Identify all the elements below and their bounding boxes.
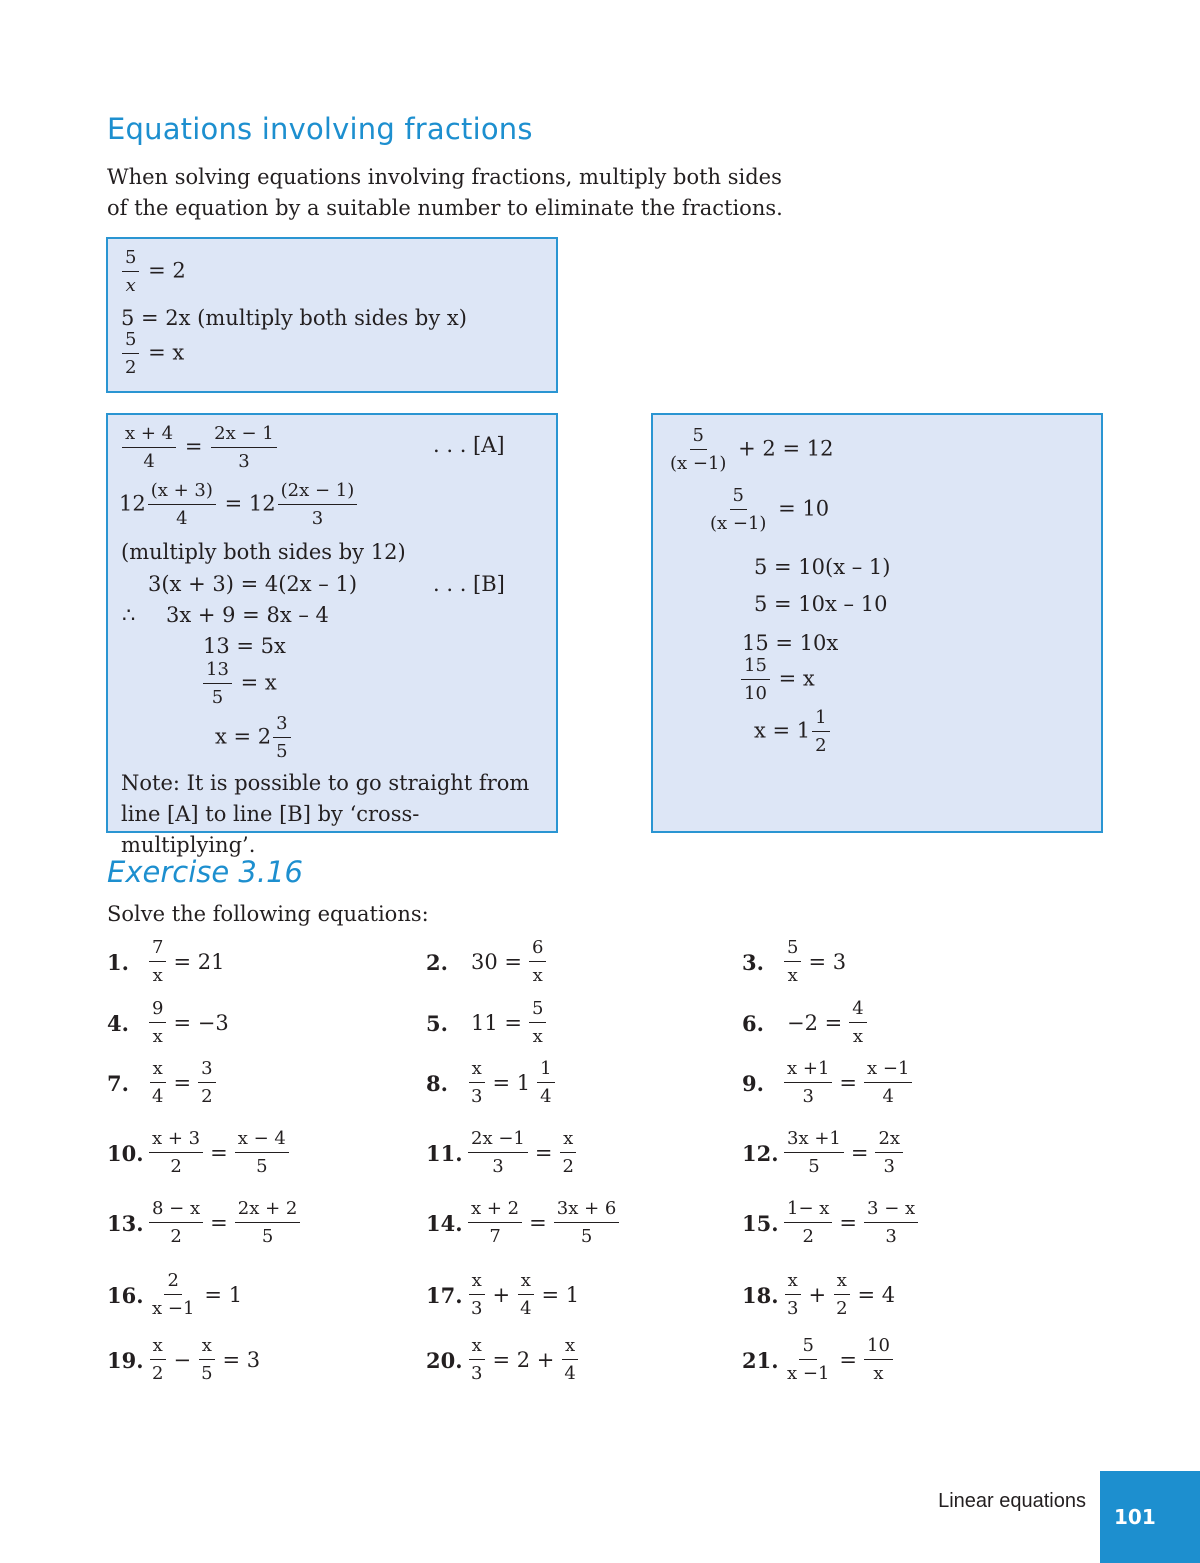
exercise-number: 16.	[107, 1282, 144, 1308]
equation-text: −	[173, 1348, 192, 1372]
exercise-number: 2.	[426, 949, 448, 975]
ex3-line-4: 5 = 10x – 10	[754, 592, 888, 616]
fraction: $\frac{5}{2}$	[122, 331, 139, 377]
exercise-number: 6.	[742, 1010, 764, 1036]
exercise-item	[742, 1121, 905, 1185]
fraction: $\frac{(2x - 1)}{3}$	[278, 482, 358, 528]
equation-text: +	[808, 1283, 827, 1307]
exercise-item	[107, 1121, 291, 1185]
fraction: $\frac{1}{2}$	[812, 709, 829, 755]
equation-text: =	[210, 1141, 228, 1165]
fraction: $\frac{x}{4}$	[149, 1060, 166, 1106]
fraction: $\frac{9}{x}$	[149, 1000, 166, 1046]
fraction: $\frac{3}{2}$	[198, 1060, 215, 1106]
exercise-item	[426, 1051, 557, 1115]
exercise-item	[107, 1051, 218, 1115]
ex3-line-7: x = 1 $\frac{1}{2}$	[754, 709, 832, 755]
fraction: $\frac{5}{(x -1)}$	[710, 485, 767, 534]
exercise-number: 5.	[426, 1010, 448, 1036]
equation-text: 11 =	[471, 1011, 522, 1035]
exercise-item	[742, 1263, 900, 1327]
ex2-line-1: $\frac{x + 4}{4}$ = $\frac{2x - 1}{3}$	[120, 425, 279, 471]
fraction: $\frac{4}{x}$	[849, 1000, 866, 1046]
exercise-title: Exercise 3.16	[107, 855, 303, 889]
equation-text: = 21	[173, 950, 225, 974]
fraction: $\frac{x}{2}$	[149, 1337, 166, 1383]
exercise-number: 17.	[426, 1282, 463, 1308]
equation-text: =	[534, 1141, 553, 1165]
fraction: $\frac{x - 4}{5}$	[235, 1130, 289, 1176]
equation-text: 30 =	[471, 950, 522, 974]
section-title: Equations involving fractions	[107, 112, 533, 146]
exercise-item	[742, 930, 851, 994]
exercise-item	[107, 1263, 247, 1327]
equation-text: = 3	[222, 1348, 261, 1372]
equation-text: = −3	[173, 1011, 229, 1035]
ex2-line-5: 3x + 9 = 8x – 4	[166, 603, 329, 627]
fraction: $\frac{x}{2}$	[559, 1130, 576, 1176]
fraction: $\frac{5}{x}$	[784, 939, 801, 985]
equation-text: =	[850, 1141, 869, 1165]
exercise-number: 21.	[742, 1347, 779, 1373]
fraction: $\frac{x}{5}$	[198, 1337, 215, 1383]
example-box-2	[106, 413, 558, 857]
fraction: $\frac{5}{x -1}$	[787, 1335, 830, 1384]
fraction: $\frac{13}{5}$	[203, 661, 232, 707]
equation-text: = 1	[492, 1071, 531, 1095]
exercise-number: 15.	[742, 1210, 779, 1236]
fraction: $\frac{x +1}{3}$	[784, 1060, 832, 1106]
fraction: $\frac{x}{4}$	[517, 1272, 534, 1318]
intro-paragraph: When solving equations involving fractions, multiply both sides of the equation by a suitable number to eliminate the fractions.	[107, 165, 783, 220]
exercise-item	[742, 1051, 914, 1115]
ex3-line-3: 5 = 10(x – 1)	[754, 555, 891, 579]
fraction: $\frac{1}{4}$	[537, 1060, 554, 1106]
equation-text: =	[210, 1211, 228, 1235]
ex2-tag-a: . . . [A]	[433, 433, 505, 457]
exercise-item	[742, 991, 869, 1055]
fraction: $\frac{x}{3}$	[784, 1272, 801, 1318]
fraction: $\frac{15}{10}$	[741, 657, 770, 703]
equation-text: =	[839, 1071, 858, 1095]
exercise-number: 10.	[107, 1140, 144, 1166]
exercise-number: 9.	[742, 1070, 764, 1096]
ex3-line-6: $\frac{15}{10}$ = x	[739, 657, 815, 703]
equation-text: =	[529, 1211, 547, 1235]
fraction: $\frac{2}{x -1}$	[152, 1270, 195, 1319]
example-box-1	[106, 237, 558, 393]
fraction: $\frac{3}{5}$	[273, 715, 290, 761]
chapter-label: Linear equations	[938, 1490, 1086, 1512]
exercise-item	[107, 930, 229, 994]
equation-text: = 1	[204, 1283, 243, 1307]
fraction: $\frac{8 - x}{2}$	[149, 1200, 203, 1246]
ex3-line-5: 15 = 10x	[742, 631, 839, 655]
equation-text: = 2 +	[492, 1348, 555, 1372]
equation-text: = 3	[808, 950, 847, 974]
ex2-therefore: ∴	[122, 603, 136, 627]
fraction: $\frac{x}{3}$	[468, 1060, 485, 1106]
fraction: $\frac{x + 4}{4}$	[122, 425, 176, 471]
fraction: $\frac{x + 3}{2}$	[149, 1130, 203, 1176]
exercise-item	[107, 1328, 265, 1392]
fraction: $\frac{5}{x}$	[122, 249, 139, 295]
fraction: $\frac{x + 2}{7}$	[468, 1200, 522, 1246]
exercise-number: 11.	[426, 1140, 463, 1166]
exercise-number: 1.	[107, 949, 129, 975]
equation-text: =	[173, 1071, 192, 1095]
ex3-line-2: $\frac{5}{(x -1)}$ = 10	[705, 487, 829, 533]
exercise-number: 19.	[107, 1347, 144, 1373]
ex2-line-8: x = 2 $\frac{3}{5}$	[215, 715, 293, 761]
equation-text: =	[839, 1211, 858, 1235]
fraction: $\frac{x}{2}$	[833, 1272, 850, 1318]
ex2-line-4: 3(x + 3) = 4(2x – 1)	[148, 572, 358, 596]
ex2-note: Note: It is possible to go straight from line [A] to line [B] by ‘cross-multiplying’.	[121, 771, 530, 857]
exercise-item	[426, 1121, 579, 1185]
exercise-number: 3.	[742, 949, 764, 975]
exercise-number: 13.	[107, 1210, 144, 1236]
fraction: $\frac{7}{x}$	[149, 939, 166, 985]
exercise-item	[426, 930, 548, 994]
exercise-item	[742, 1191, 920, 1255]
fraction: $\frac{x}{3}$	[468, 1337, 485, 1383]
ex1-line-1: $\frac{5}{x}$ = 2	[120, 249, 186, 295]
fraction: $\frac{5}{x}$	[529, 1000, 546, 1046]
ex2-tag-b: . . . [B]	[433, 572, 505, 596]
fraction: $\frac{3x +1}{5}$	[784, 1130, 844, 1176]
exercise-item	[426, 991, 548, 1055]
exercise-item	[426, 1328, 581, 1392]
example-box-3	[651, 413, 1103, 833]
ex2-line-6: 13 = 5x	[203, 634, 286, 658]
exercise-item	[426, 1263, 584, 1327]
exercise-number: 4.	[107, 1010, 129, 1036]
exercise-number: 8.	[426, 1070, 448, 1096]
equation-text: +	[492, 1283, 511, 1307]
fraction: $\frac{2x}{3}$	[875, 1130, 903, 1176]
exercise-item	[107, 1191, 302, 1255]
page-number: 101	[1114, 1505, 1156, 1529]
fraction: $\frac{(x + 3)}{4}$	[148, 482, 216, 528]
ex3-line-1: $\frac{5}{(x -1)}$ + 2 = 12	[665, 427, 833, 473]
fraction: $\frac{x -1}{4}$	[864, 1060, 912, 1106]
exercise-item	[426, 1191, 621, 1255]
equation-text: = 4	[857, 1283, 896, 1307]
ex1-line-2: 5 = 2x (multiply both sides by x)	[121, 306, 467, 330]
ex2-line-3: (multiply both sides by 12)	[121, 540, 406, 564]
fraction: $\frac{10}{x}$	[864, 1337, 893, 1383]
ex2-line-2: 12 $\frac{(x + 3)}{4}$ = 12 $\frac{(2x - 1)}{3}$	[119, 482, 359, 528]
ex1-line-3: $\frac{5}{2}$ = x	[120, 331, 184, 377]
exercise-item	[107, 991, 234, 1055]
page-number-box	[1100, 1471, 1200, 1563]
equation-text: =	[839, 1348, 858, 1372]
fraction: $\frac{6}{x}$	[529, 939, 546, 985]
fraction: $\frac{2x -1}{3}$	[468, 1130, 528, 1176]
fraction: $\frac{2x + 2}{5}$	[235, 1200, 301, 1246]
fraction: $\frac{5}{(x -1)}$	[670, 425, 727, 474]
equation-text: = 1	[541, 1283, 580, 1307]
fraction: $\frac{x}{3}$	[468, 1272, 485, 1318]
fraction: $\frac{1- x}{2}$	[784, 1200, 832, 1246]
exercise-instruction: Solve the following equations:	[107, 902, 429, 926]
ex2-line-7: $\frac{13}{5}$ = x	[201, 661, 277, 707]
fraction: $\frac{x}{4}$	[561, 1337, 578, 1383]
fraction: $\frac{3 - x}{3}$	[864, 1200, 918, 1246]
fraction: $\frac{2x - 1}{3}$	[211, 425, 277, 471]
exercise-item	[742, 1328, 895, 1392]
exercise-number: 14.	[426, 1210, 463, 1236]
fraction: $\frac{3x + 6}{5}$	[554, 1200, 620, 1246]
equation-text: −2 =	[787, 1011, 843, 1035]
exercise-number: 18.	[742, 1282, 779, 1308]
exercise-number: 12.	[742, 1140, 779, 1166]
exercise-number: 7.	[107, 1070, 129, 1096]
exercise-number: 20.	[426, 1347, 463, 1373]
